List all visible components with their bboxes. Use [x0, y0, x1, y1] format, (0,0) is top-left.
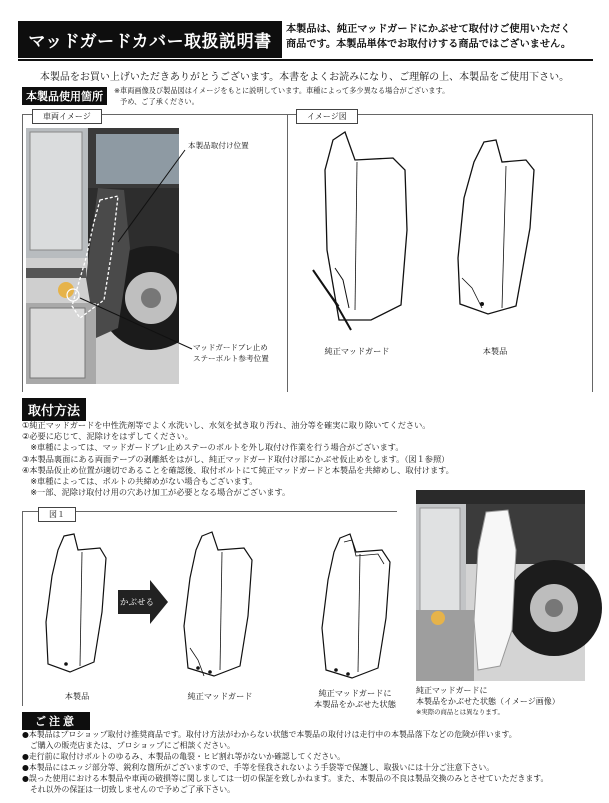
install-step: ④本製品仮止め位置が適切であることを確認後、取付ボルトにて純正マッドガードと本製品を共締めし、取付けます。 — [22, 464, 454, 475]
document-title: マッドガードカバー取扱説明書 — [18, 21, 282, 58]
usage-section-heading: 本製品使用箇所 — [22, 87, 107, 105]
figure-product-caption: 本製品 — [64, 691, 90, 701]
caution-item: ●走行前に取付けボルトのゆるみ、本製品の亀裂・ヒビ割れ等がないか確認してください。 — [22, 752, 345, 761]
arrow-label: かぶせる — [120, 598, 155, 608]
installed-photo — [416, 490, 585, 681]
figure-product-drawing — [42, 532, 112, 680]
install-step: ※車種によっては、ボルトの共締めがない場合もございます。 — [22, 476, 258, 487]
caution-list — [22, 729, 607, 795]
mount-position-callout: 本製品取付け位置 — [188, 141, 249, 150]
genuine-mudguard-drawing — [305, 130, 415, 340]
diagram-label: イメージ図 — [296, 109, 358, 124]
install-step: ①純正マッドガードを中性洗剤等でよく水洗いし、水気を拭き取り汚れ、油分等を確実に取り除いてください。 — [22, 420, 431, 430]
usage-note: ※車両画像及び製品図はイメージをもとに説明しています。車種によって多少異なる場合がございます。 予め、ご了承ください。 — [114, 86, 450, 106]
product-notice: 本製品は、純正マッドガードにかぶせて取付けご使用いただく 商品です。本製品単体でお取付けする商品ではございません。 — [286, 24, 572, 50]
caution-section-heading: ご注意 — [22, 712, 90, 730]
install-steps — [22, 420, 597, 498]
vehicle-image-label: 車両イメージ — [32, 109, 102, 124]
intro-text: 本製品をお買い上げいただきありがとうございます。本書をよくお読みになり、ご理解の上、本製品をご使用下さい。 — [39, 72, 570, 83]
genuine-caption: 純正マッドガード — [324, 346, 390, 356]
product-drawing — [452, 138, 542, 328]
caution-item: ●本製品はプロショップ取付け推奨商品です。取付け方法がわからない状態で本製品の取付けは走行中の本製品落下などの危険が伴います。 — [22, 730, 517, 739]
install-step: ②必要に応じて、泥除けをはずしてください。 — [22, 431, 193, 442]
caution-item: ●本製品にはエッジ部分等、鋭利な箇所がございますので、手等を怪我されないよう手袋等で保護し、取扱いには十分ご注意下さい。 — [22, 763, 495, 772]
figure1-label: 図１ — [38, 507, 76, 522]
install-step: ③本製品裏面にある両面テープの剥離紙をはがし、純正マッドガード取付け部にかぶせ仮止めをします。（図１参照） — [22, 453, 450, 464]
figure-covered-caption: 純正マッドガードに 本製品をかぶせた状態 — [314, 688, 396, 709]
install-step: ※車種によっては、マッドガードブレ止めステーのボルトを外し取付け作業を行う場合がございます。 — [22, 442, 404, 453]
install-section-heading: 取付方法 — [22, 398, 86, 421]
caution-item: ●誤った使用における本製品や車両の破損等に関しましては一切の保証を致しかねます。また、本製品の不良は製品交換のみとさせていただきます。 — [22, 774, 549, 783]
figure-frame-left — [22, 511, 23, 706]
install-step: ※一部、泥除け取付け用の穴あけ加工が必要となる場合がございます。 — [22, 487, 291, 498]
figure-covered-drawing — [316, 532, 396, 684]
caution-item: ご購入の販売店または、プロショップにご相談ください。 — [22, 741, 235, 750]
caution-item: それ以外の保証は一切致しませんので予めご了承下さい。 — [22, 785, 236, 794]
figure-frame-top — [22, 511, 397, 512]
figure-genuine-drawing — [178, 530, 258, 682]
stay-bolt-callout: マッドガードブレ止め ステーボルト参考位置 — [193, 343, 269, 363]
product-caption: 本製品 — [482, 346, 508, 356]
figure-genuine-caption: 純正マッドガード — [187, 691, 253, 701]
installed-photo-caption: 純正マッドガードに 本製品をかぶせた状態（イメージ画像） ※実際の商品とは異なります。 — [416, 686, 560, 716]
